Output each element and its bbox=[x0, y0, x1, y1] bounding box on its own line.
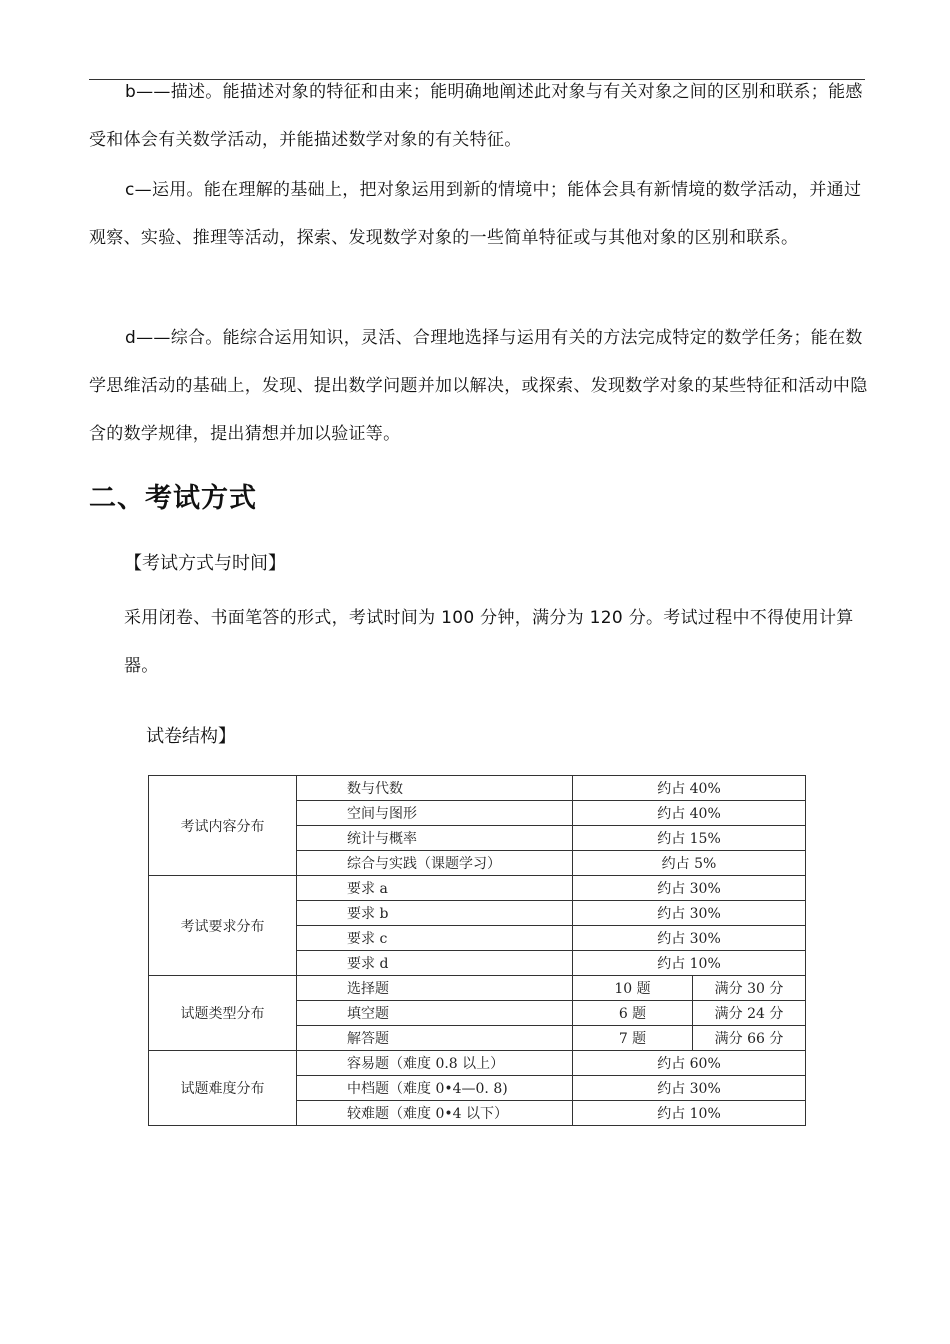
row-item: 要求 c bbox=[297, 926, 573, 951]
exam-method-text: 采用闭卷、书面笔答的形式，考试时间为 100 分钟，满分为 120 分。考试过程中不得使用计算器。 bbox=[124, 608, 854, 676]
row-value: 约占 40% bbox=[573, 776, 806, 801]
row-value: 约占 10% bbox=[573, 1101, 806, 1126]
exam-method-heading: 【考试方式与时间】 bbox=[124, 553, 286, 574]
row-item: 选择题 bbox=[297, 976, 573, 1001]
structure-heading: 试卷结构】 bbox=[146, 726, 236, 747]
group-label-types: 试题类型分布 bbox=[149, 976, 297, 1051]
row-count: 7 题 bbox=[573, 1026, 693, 1051]
paragraph-level-c: c—运用。能在理解的基础上，把对象运用到新的情境中；能体会具有新情境的数学活动，并通过观察、实验、推理等活动，探索、发现数学对象的一些简单特征或与其他对象的区别和联系。 bbox=[89, 180, 862, 248]
row-count: 6 题 bbox=[573, 1001, 693, 1026]
table-row bbox=[149, 776, 806, 801]
group-label-difficulty: 试题难度分布 bbox=[149, 1051, 297, 1126]
row-item: 空间与图形 bbox=[297, 801, 573, 826]
paragraph-level-b: b——描述。能描述对象的特征和由来；能明确地阐述此对象与有关对象之间的区别和联系；能感受和体会有关数学活动，并能描述数学对象的有关特征。 bbox=[89, 82, 863, 150]
group-label-requirement: 考试要求分布 bbox=[149, 876, 297, 976]
table-row bbox=[149, 976, 806, 1001]
row-item: 容易题（难度 0.8 以上） bbox=[297, 1051, 573, 1076]
row-item: 填空题 bbox=[297, 1001, 573, 1026]
table-row bbox=[149, 1051, 806, 1076]
exam-structure-table bbox=[148, 775, 806, 1126]
row-count: 10 题 bbox=[573, 976, 693, 1001]
row-value: 约占 10% bbox=[573, 951, 806, 976]
row-value: 约占 30% bbox=[573, 1076, 806, 1101]
row-score: 满分 30 分 bbox=[693, 976, 806, 1001]
row-value: 约占 15% bbox=[573, 826, 806, 851]
row-item: 要求 b bbox=[297, 901, 573, 926]
row-item: 中档题（难度 0•4—0. 8) bbox=[297, 1076, 573, 1101]
row-item: 解答题 bbox=[297, 1026, 573, 1051]
row-value: 约占 60% bbox=[573, 1051, 806, 1076]
section-title: 二、考试方式 bbox=[89, 483, 257, 514]
row-item: 数与代数 bbox=[297, 776, 573, 801]
row-item: 较难题（难度 0•4 以下） bbox=[297, 1101, 573, 1126]
row-value: 约占 30% bbox=[573, 876, 806, 901]
row-score: 满分 66 分 bbox=[693, 1026, 806, 1051]
row-item: 统计与概率 bbox=[297, 826, 573, 851]
row-value: 约占 30% bbox=[573, 926, 806, 951]
row-item: 综合与实践（课题学习） bbox=[297, 851, 573, 876]
row-value: 约占 30% bbox=[573, 901, 806, 926]
group-label-content: 考试内容分布 bbox=[149, 776, 297, 876]
paragraph-level-d: d——综合。能综合运用知识，灵活、合理地选择与运用有关的方法完成特定的数学任务；能在数学思维活动的基础上，发现、提出数学问题并加以解决，或探索、发现数学对象的某些特征和活动中隐含的数学规律，提出猜想并加以验证等。 bbox=[89, 328, 868, 444]
row-value: 约占 5% bbox=[573, 851, 806, 876]
row-score: 满分 24 分 bbox=[693, 1001, 806, 1026]
row-item: 要求 d bbox=[297, 951, 573, 976]
row-item: 要求 a bbox=[297, 876, 573, 901]
row-value: 约占 40% bbox=[573, 801, 806, 826]
table-row bbox=[149, 876, 806, 901]
